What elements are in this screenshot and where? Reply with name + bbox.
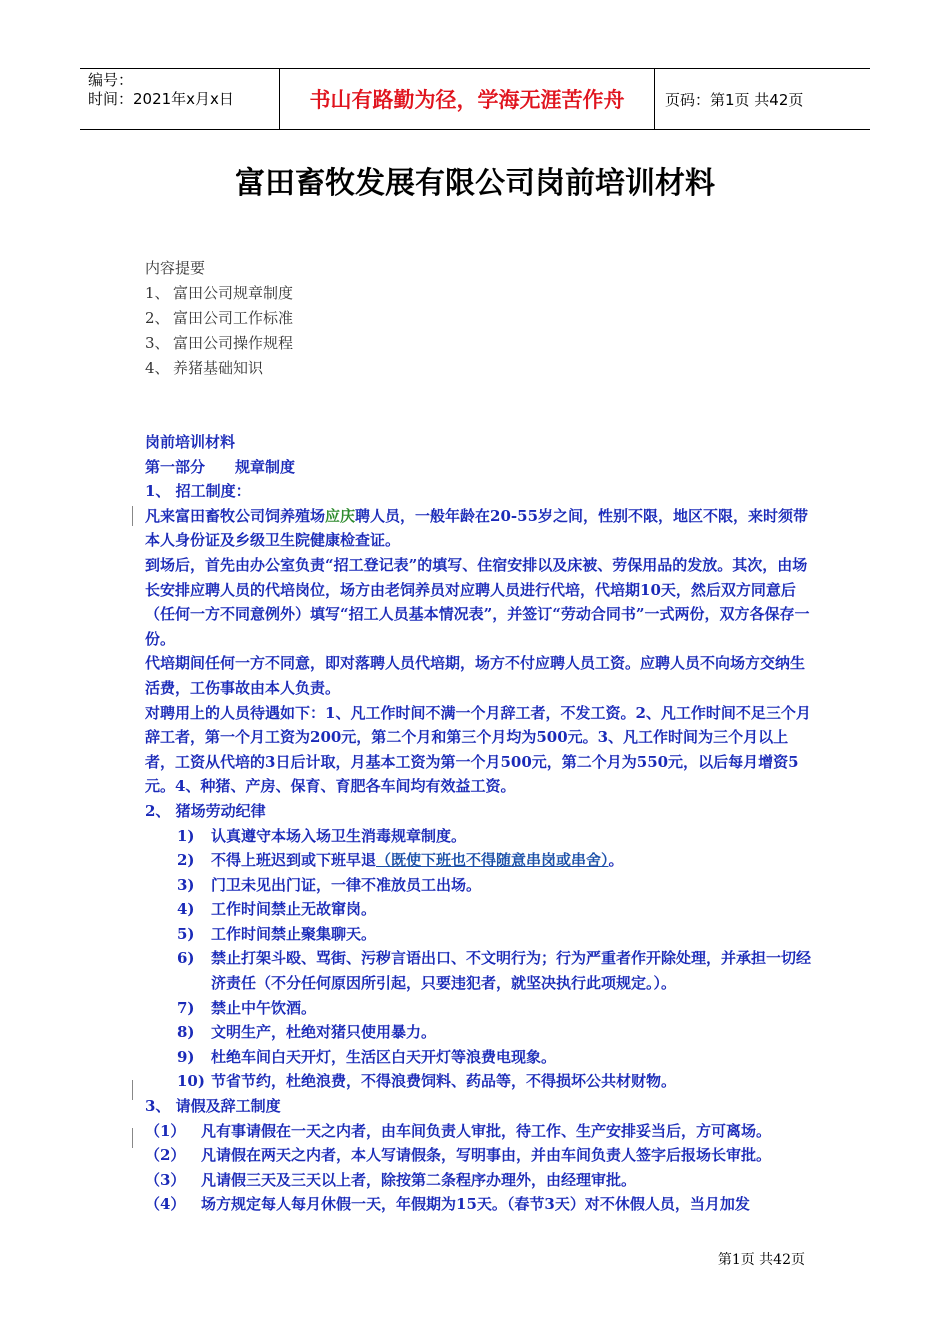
revision-bar — [132, 1080, 133, 1100]
list-item: 3) 门卫未见出门证，一律不准放员工出场。 — [177, 875, 482, 894]
s3-title: 3、 请假及辞工制度 — [145, 1097, 281, 1116]
toc-item: 2、 富田公司工作标准 — [145, 309, 294, 327]
s2-title: 2、 猪场劳动纪律 — [145, 801, 266, 820]
page-footer: 第1页 共42页 — [717, 1252, 805, 1268]
list-item: （3） 凡请假三天及三天以上者，除按第二条程序办理外，由经理审批。 — [145, 1170, 637, 1189]
list-item: 1) 认真遵守本场入场卫生消毒规章制度。 — [177, 826, 467, 845]
list-item: 7) 禁止中午饮酒。 — [177, 998, 317, 1017]
serial-label: 编号： — [88, 71, 134, 89]
list-item: 2) 不得上班迟到或下班早退（既使下班也不得随意串岗或串舍）。 — [177, 851, 624, 870]
toc-heading: 内容提要 — [145, 259, 206, 277]
s1-paragraph: 对聘用上的人员待遇如下：1、凡工作时间不满一个月辞工者，不发工资。2、凡工作时间不足三个月辞工者，第一个月工资为200元，第二个月和第三个月均为500元。3、凡工作时间为三个月以上者，工资从代培的3日后计取，月基本工资为第一个月500元，第二个月为550元，以后每月增资5元。4、种猪、产房、保育、育肥各车间均有效益工资。 — [145, 703, 811, 796]
section-title: 岗前培训材料 — [145, 433, 236, 451]
list-item: 5) 工作时间禁止聚集聊天。 — [177, 924, 377, 943]
s1-paragraph: 凡来富田畜牧公司饲养殖场应庆聘人员，一般年龄在20-55岁之间，性别不限，地区不限，来时须带本人身份证及乡级卫生院健康检查证。 — [145, 506, 809, 550]
revision-bar — [132, 506, 133, 526]
toc-item: 3、 富田公司操作规程 — [145, 334, 294, 352]
page-header — [80, 68, 870, 130]
header-motto: 书山有路勤为径，学海无涯苦作舟 — [280, 69, 655, 129]
s1-paragraph: 到场后，首先由办公室负责“招工登记表”的填写、住宿安排以及床被、劳保用品的发放。其次，由场长安排应聘人员的代培岗位，场方由老饲养员对应聘人员进行代培，代培期10天，然后双方同意后（任何一方不同意例外）填写“招工人员基本情况表”，并签订“劳动合同书”一式两份，双方各保存一份。 — [145, 555, 810, 648]
list-item: 6) 禁止打架斗殴、骂街、污秽言语出口、不文明行为；行为严重者作开除处理，并承担一切经济责任（不分任何原因所引起，只要违犯者，就坚决执行此项规定。）。 — [177, 949, 812, 993]
list-item: （2） 凡请假在两天之内者，本人写请假条，写明事由，并由车间负责人签字后报场长审批。 — [145, 1146, 772, 1165]
revision-bar — [132, 1128, 133, 1148]
list-item: （4） 场方规定每人每月休假一天，年假期为15天。（春节3天）对不休假人员，当月加发 — [145, 1195, 750, 1214]
list-item: 9) 杜绝车间白天开灯，生活区白天开灯等浪费电现象。 — [177, 1047, 557, 1066]
toc-item: 1、 富田公司规章制度 — [145, 284, 294, 302]
list-item: 8) 文明生产，杜绝对猪只使用暴力。 — [177, 1023, 437, 1042]
s1-paragraph: 代培期间任何一方不同意，即对落聘人员代培期，场方不付应聘人员工资。应聘人员不向场方交纳生活费，工伤事故由本人负责。 — [145, 654, 806, 697]
header-meta — [80, 69, 280, 129]
header-page-info: 页码：第1页 共42页 — [665, 90, 804, 109]
table-of-contents — [145, 256, 293, 381]
document-body — [145, 430, 815, 1217]
list-item: 4) 工作时间禁止无故窜岗。 — [177, 900, 377, 919]
part-title: 第一部分 规章制度 — [145, 457, 296, 476]
time-label: 时间：2021年x月x日 — [88, 90, 234, 108]
document-title: 富田畜牧发展有限公司岗前培训材料 — [235, 166, 715, 201]
toc-item: 4、 养猪基础知识 — [145, 359, 264, 377]
list-item: （1） 凡有事请假在一天之内者，由车间负责人审批，待工作、生产安排妥当后，方可离场。 — [145, 1121, 772, 1140]
s1-title: 1、 招工制度： — [145, 482, 251, 501]
list-item: 10) 节省节约，杜绝浪费，不得浪费饲料、药品等，不得损坏公共材财物。 — [177, 1072, 677, 1091]
